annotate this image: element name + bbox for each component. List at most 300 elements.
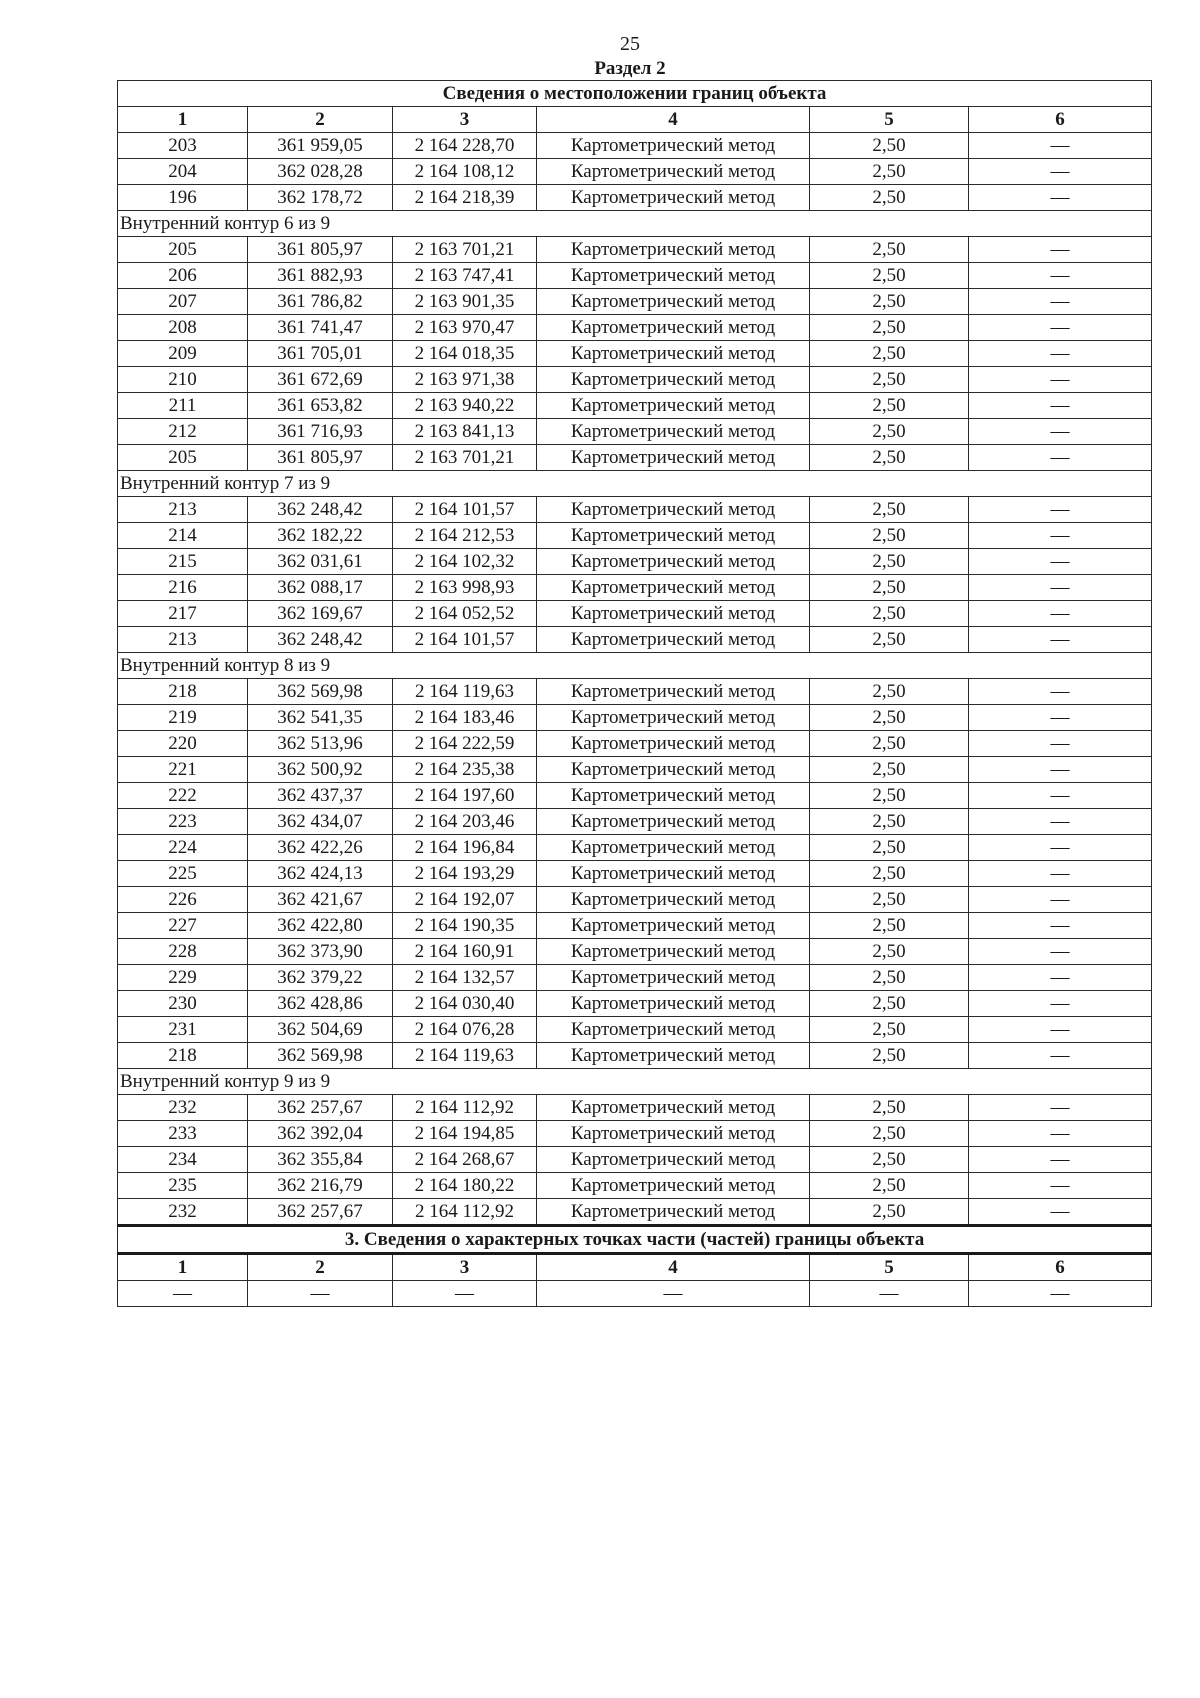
point-number-cell: 213 xyxy=(118,497,248,523)
accuracy-cell: 2,50 xyxy=(810,861,969,887)
description-cell: — xyxy=(969,835,1152,861)
x-coordinate-cell: 361 653,82 xyxy=(248,393,393,419)
accuracy-cell: 2,50 xyxy=(810,133,969,159)
y-coordinate-cell: 2 164 102,32 xyxy=(393,549,537,575)
method-cell: Картометрический метод xyxy=(537,1147,810,1173)
column-number: 1 xyxy=(118,1254,248,1281)
description-cell: — xyxy=(969,809,1152,835)
point-number-cell: 206 xyxy=(118,263,248,289)
x-coordinate-cell: 362 422,80 xyxy=(248,913,393,939)
description-cell: — xyxy=(969,315,1152,341)
section3-title: 3. Сведения о характерных точках части (частей) границы объекта xyxy=(118,1226,1152,1254)
x-coordinate-cell: 362 257,67 xyxy=(248,1095,393,1121)
y-coordinate-cell: 2 164 160,91 xyxy=(393,939,537,965)
y-coordinate-cell: 2 164 180,22 xyxy=(393,1173,537,1199)
boundary-table xyxy=(117,80,1152,1307)
accuracy-cell: 2,50 xyxy=(810,757,969,783)
description-cell: — xyxy=(969,1199,1152,1226)
accuracy-cell: 2,50 xyxy=(810,783,969,809)
y-coordinate-cell: 2 164 030,40 xyxy=(393,991,537,1017)
page-number: 25 xyxy=(620,33,640,55)
accuracy-cell: 2,50 xyxy=(810,965,969,991)
method-cell: Картометрический метод xyxy=(537,575,810,601)
y-coordinate-cell: 2 164 108,12 xyxy=(393,159,537,185)
point-number-cell: 204 xyxy=(118,159,248,185)
contour-row xyxy=(118,211,1152,237)
column-number: 2 xyxy=(248,107,393,133)
point-number-cell: 207 xyxy=(118,289,248,315)
x-coordinate-cell: 361 672,69 xyxy=(248,367,393,393)
description-cell: — xyxy=(969,679,1152,705)
accuracy-cell: 2,50 xyxy=(810,523,969,549)
method-cell: Картометрический метод xyxy=(537,679,810,705)
point-number-cell: 232 xyxy=(118,1199,248,1226)
point-number-cell: 223 xyxy=(118,809,248,835)
description-cell: — xyxy=(969,1043,1152,1069)
table-row xyxy=(118,887,1152,913)
description-cell: — xyxy=(969,705,1152,731)
column-number: 6 xyxy=(969,107,1152,133)
accuracy-cell: 2,50 xyxy=(810,913,969,939)
y-coordinate-cell: 2 163 701,21 xyxy=(393,237,537,263)
y-coordinate-cell: 2 163 841,13 xyxy=(393,419,537,445)
point-number-cell: 218 xyxy=(118,1043,248,1069)
y-coordinate-cell: 2 164 268,67 xyxy=(393,1147,537,1173)
x-coordinate-cell: 361 805,97 xyxy=(248,445,393,471)
y-coordinate-cell: 2 164 194,85 xyxy=(393,1121,537,1147)
table-row xyxy=(118,1095,1152,1121)
accuracy-cell: 2,50 xyxy=(810,575,969,601)
y-coordinate-cell: 2 164 101,57 xyxy=(393,497,537,523)
section3-title-row xyxy=(118,1226,1152,1254)
x-coordinate-cell: 362 569,98 xyxy=(248,679,393,705)
table-row xyxy=(118,237,1152,263)
x-coordinate-cell: 361 959,05 xyxy=(248,133,393,159)
x-coordinate-cell: 362 541,35 xyxy=(248,705,393,731)
accuracy-cell: 2,50 xyxy=(810,263,969,289)
point-number-cell: 222 xyxy=(118,783,248,809)
y-coordinate-cell: 2 164 112,92 xyxy=(393,1095,537,1121)
description-cell: — xyxy=(969,367,1152,393)
table-title: Сведения о местоположении границ объекта xyxy=(118,81,1152,107)
y-coordinate-cell: 2 163 940,22 xyxy=(393,393,537,419)
x-coordinate-cell: 362 355,84 xyxy=(248,1147,393,1173)
description-cell: — xyxy=(969,965,1152,991)
method-cell: Картометрический метод xyxy=(537,861,810,887)
point-number-cell: 205 xyxy=(118,237,248,263)
method-cell: Картометрический метод xyxy=(537,705,810,731)
accuracy-cell: 2,50 xyxy=(810,1173,969,1199)
description-cell: — xyxy=(969,1173,1152,1199)
description-cell: — xyxy=(969,393,1152,419)
point-number-cell: 232 xyxy=(118,1095,248,1121)
point-number-cell: 229 xyxy=(118,965,248,991)
point-number-cell: 216 xyxy=(118,575,248,601)
table-row xyxy=(118,627,1152,653)
point-number-cell: 226 xyxy=(118,887,248,913)
x-coordinate-cell: 362 182,22 xyxy=(248,523,393,549)
accuracy-cell: 2,50 xyxy=(810,367,969,393)
method-cell: Картометрический метод xyxy=(537,1043,810,1069)
y-coordinate-cell: 2 164 193,29 xyxy=(393,861,537,887)
x-coordinate-cell: 362 500,92 xyxy=(248,757,393,783)
empty-dash-cell: — xyxy=(118,1281,248,1307)
table-row xyxy=(118,497,1152,523)
description-cell: — xyxy=(969,1095,1152,1121)
y-coordinate-cell: 2 164 196,84 xyxy=(393,835,537,861)
y-coordinate-cell: 2 163 970,47 xyxy=(393,315,537,341)
y-coordinate-cell: 2 164 076,28 xyxy=(393,1017,537,1043)
method-cell: Картометрический метод xyxy=(537,549,810,575)
table-row xyxy=(118,1199,1152,1226)
y-coordinate-cell: 2 163 747,41 xyxy=(393,263,537,289)
section-title: Раздел 2 xyxy=(594,58,666,79)
y-coordinate-cell: 2 164 235,38 xyxy=(393,757,537,783)
accuracy-cell: 2,50 xyxy=(810,601,969,627)
table-row xyxy=(118,601,1152,627)
point-number-cell: 212 xyxy=(118,419,248,445)
column-number: 3 xyxy=(393,107,537,133)
accuracy-cell: 2,50 xyxy=(810,679,969,705)
table-row xyxy=(118,913,1152,939)
point-number-cell: 219 xyxy=(118,705,248,731)
description-cell: — xyxy=(969,185,1152,211)
contour-label: Внутренний контур 6 из 9 xyxy=(118,211,1152,237)
x-coordinate-cell: 361 741,47 xyxy=(248,315,393,341)
table-row xyxy=(118,809,1152,835)
y-coordinate-cell: 2 164 222,59 xyxy=(393,731,537,757)
table-row xyxy=(118,1147,1152,1173)
x-coordinate-cell: 362 421,67 xyxy=(248,887,393,913)
table-row xyxy=(118,315,1152,341)
y-coordinate-cell: 2 164 197,60 xyxy=(393,783,537,809)
section3-column-number-row xyxy=(118,1254,1152,1281)
column-number: 3 xyxy=(393,1254,537,1281)
description-cell: — xyxy=(969,757,1152,783)
contour-label: Внутренний контур 7 из 9 xyxy=(118,471,1152,497)
description-cell: — xyxy=(969,575,1152,601)
description-cell: — xyxy=(969,939,1152,965)
y-coordinate-cell: 2 164 119,63 xyxy=(393,1043,537,1069)
x-coordinate-cell: 361 882,93 xyxy=(248,263,393,289)
description-cell: — xyxy=(969,263,1152,289)
x-coordinate-cell: 362 088,17 xyxy=(248,575,393,601)
point-number-cell: 218 xyxy=(118,679,248,705)
description-cell: — xyxy=(969,133,1152,159)
point-number-cell: 203 xyxy=(118,133,248,159)
method-cell: Картометрический метод xyxy=(537,991,810,1017)
table-row xyxy=(118,575,1152,601)
accuracy-cell: 2,50 xyxy=(810,809,969,835)
method-cell: Картометрический метод xyxy=(537,289,810,315)
method-cell: Картометрический метод xyxy=(537,965,810,991)
y-coordinate-cell: 2 164 190,35 xyxy=(393,913,537,939)
contour-row xyxy=(118,653,1152,679)
y-coordinate-cell: 2 163 901,35 xyxy=(393,289,537,315)
empty-dash-cell: — xyxy=(969,1281,1152,1307)
table-body xyxy=(118,81,1152,1307)
point-number-cell: 210 xyxy=(118,367,248,393)
point-number-cell: 196 xyxy=(118,185,248,211)
point-number-cell: 213 xyxy=(118,627,248,653)
method-cell: Картометрический метод xyxy=(537,497,810,523)
description-cell: — xyxy=(969,991,1152,1017)
contour-row xyxy=(118,1069,1152,1095)
empty-dash-cell: — xyxy=(248,1281,393,1307)
accuracy-cell: 2,50 xyxy=(810,393,969,419)
column-number: 2 xyxy=(248,1254,393,1281)
method-cell: Картометрический метод xyxy=(537,523,810,549)
accuracy-cell: 2,50 xyxy=(810,1121,969,1147)
point-number-cell: 211 xyxy=(118,393,248,419)
description-cell: — xyxy=(969,731,1152,757)
table-row xyxy=(118,861,1152,887)
method-cell: Картометрический метод xyxy=(537,419,810,445)
x-coordinate-cell: 362 504,69 xyxy=(248,1017,393,1043)
y-coordinate-cell: 2 164 228,70 xyxy=(393,133,537,159)
method-cell: Картометрический метод xyxy=(537,393,810,419)
y-coordinate-cell: 2 164 183,46 xyxy=(393,705,537,731)
y-coordinate-cell: 2 164 101,57 xyxy=(393,627,537,653)
description-cell: — xyxy=(969,159,1152,185)
method-cell: Картометрический метод xyxy=(537,1095,810,1121)
method-cell: Картометрический метод xyxy=(537,237,810,263)
description-cell: — xyxy=(969,861,1152,887)
column-number: 4 xyxy=(537,107,810,133)
accuracy-cell: 2,50 xyxy=(810,445,969,471)
table-row xyxy=(118,445,1152,471)
y-coordinate-cell: 2 164 218,39 xyxy=(393,185,537,211)
table-row xyxy=(118,783,1152,809)
accuracy-cell: 2,50 xyxy=(810,731,969,757)
accuracy-cell: 2,50 xyxy=(810,1017,969,1043)
column-number: 5 xyxy=(810,107,969,133)
x-coordinate-cell: 361 705,01 xyxy=(248,341,393,367)
table-row xyxy=(118,419,1152,445)
table-row xyxy=(118,1173,1152,1199)
x-coordinate-cell: 362 257,67 xyxy=(248,1199,393,1226)
method-cell: Картометрический метод xyxy=(537,367,810,393)
y-coordinate-cell: 2 163 998,93 xyxy=(393,575,537,601)
method-cell: Картометрический метод xyxy=(537,809,810,835)
description-cell: — xyxy=(969,627,1152,653)
y-coordinate-cell: 2 164 192,07 xyxy=(393,887,537,913)
column-number: 1 xyxy=(118,107,248,133)
y-coordinate-cell: 2 164 112,92 xyxy=(393,1199,537,1226)
description-cell: — xyxy=(969,497,1152,523)
point-number-cell: 215 xyxy=(118,549,248,575)
description-cell: — xyxy=(969,1017,1152,1043)
accuracy-cell: 2,50 xyxy=(810,835,969,861)
empty-dash-cell: — xyxy=(810,1281,969,1307)
x-coordinate-cell: 362 248,42 xyxy=(248,627,393,653)
point-number-cell: 227 xyxy=(118,913,248,939)
contour-label: Внутренний контур 8 из 9 xyxy=(118,653,1152,679)
point-number-cell: 214 xyxy=(118,523,248,549)
table-row xyxy=(118,1017,1152,1043)
table-row xyxy=(118,731,1152,757)
point-number-cell: 235 xyxy=(118,1173,248,1199)
table-row xyxy=(118,757,1152,783)
table-row xyxy=(118,341,1152,367)
point-number-cell: 234 xyxy=(118,1147,248,1173)
x-coordinate-cell: 362 248,42 xyxy=(248,497,393,523)
table-row xyxy=(118,289,1152,315)
y-coordinate-cell: 2 163 701,21 xyxy=(393,445,537,471)
description-cell: — xyxy=(969,887,1152,913)
accuracy-cell: 2,50 xyxy=(810,315,969,341)
point-number-cell: 233 xyxy=(118,1121,248,1147)
table-row xyxy=(118,991,1152,1017)
y-coordinate-cell: 2 164 052,52 xyxy=(393,601,537,627)
x-coordinate-cell: 362 513,96 xyxy=(248,731,393,757)
section3-row xyxy=(118,1281,1152,1307)
description-cell: — xyxy=(969,419,1152,445)
description-cell: — xyxy=(969,601,1152,627)
description-cell: — xyxy=(969,1121,1152,1147)
method-cell: Картометрический метод xyxy=(537,1121,810,1147)
x-coordinate-cell: 362 169,67 xyxy=(248,601,393,627)
point-number-cell: 221 xyxy=(118,757,248,783)
accuracy-cell: 2,50 xyxy=(810,1199,969,1226)
method-cell: Картометрический метод xyxy=(537,341,810,367)
accuracy-cell: 2,50 xyxy=(810,419,969,445)
x-coordinate-cell: 362 392,04 xyxy=(248,1121,393,1147)
accuracy-cell: 2,50 xyxy=(810,159,969,185)
method-cell: Картометрический метод xyxy=(537,757,810,783)
description-cell: — xyxy=(969,341,1152,367)
accuracy-cell: 2,50 xyxy=(810,1147,969,1173)
method-cell: Картометрический метод xyxy=(537,133,810,159)
method-cell: Картометрический метод xyxy=(537,627,810,653)
point-number-cell: 224 xyxy=(118,835,248,861)
method-cell: Картометрический метод xyxy=(537,185,810,211)
table-row xyxy=(118,965,1152,991)
accuracy-cell: 2,50 xyxy=(810,497,969,523)
point-number-cell: 231 xyxy=(118,1017,248,1043)
accuracy-cell: 2,50 xyxy=(810,185,969,211)
method-cell: Картометрический метод xyxy=(537,1173,810,1199)
point-number-cell: 230 xyxy=(118,991,248,1017)
description-cell: — xyxy=(969,289,1152,315)
description-cell: — xyxy=(969,783,1152,809)
y-coordinate-cell: 2 164 132,57 xyxy=(393,965,537,991)
accuracy-cell: 2,50 xyxy=(810,237,969,263)
y-coordinate-cell: 2 163 971,38 xyxy=(393,367,537,393)
accuracy-cell: 2,50 xyxy=(810,939,969,965)
x-coordinate-cell: 362 428,86 xyxy=(248,991,393,1017)
accuracy-cell: 2,50 xyxy=(810,1095,969,1121)
method-cell: Картометрический метод xyxy=(537,445,810,471)
method-cell: Картометрический метод xyxy=(537,887,810,913)
table-row xyxy=(118,263,1152,289)
x-coordinate-cell: 362 569,98 xyxy=(248,1043,393,1069)
x-coordinate-cell: 362 434,07 xyxy=(248,809,393,835)
accuracy-cell: 2,50 xyxy=(810,341,969,367)
x-coordinate-cell: 362 216,79 xyxy=(248,1173,393,1199)
description-cell: — xyxy=(969,237,1152,263)
empty-dash-cell: — xyxy=(537,1281,810,1307)
method-cell: Картометрический метод xyxy=(537,939,810,965)
accuracy-cell: 2,50 xyxy=(810,1043,969,1069)
description-cell: — xyxy=(969,1147,1152,1173)
table-title-row xyxy=(118,81,1152,107)
table-row xyxy=(118,679,1152,705)
column-number-row xyxy=(118,107,1152,133)
y-coordinate-cell: 2 164 119,63 xyxy=(393,679,537,705)
x-coordinate-cell: 362 028,28 xyxy=(248,159,393,185)
table-row xyxy=(118,523,1152,549)
method-cell: Картометрический метод xyxy=(537,1017,810,1043)
method-cell: Картометрический метод xyxy=(537,159,810,185)
point-number-cell: 209 xyxy=(118,341,248,367)
x-coordinate-cell: 361 786,82 xyxy=(248,289,393,315)
table-row xyxy=(118,133,1152,159)
description-cell: — xyxy=(969,523,1152,549)
accuracy-cell: 2,50 xyxy=(810,991,969,1017)
column-number: 4 xyxy=(537,1254,810,1281)
table-row xyxy=(118,939,1152,965)
table-row xyxy=(118,393,1152,419)
accuracy-cell: 2,50 xyxy=(810,549,969,575)
y-coordinate-cell: 2 164 018,35 xyxy=(393,341,537,367)
point-number-cell: 217 xyxy=(118,601,248,627)
contour-row xyxy=(118,471,1152,497)
x-coordinate-cell: 362 031,61 xyxy=(248,549,393,575)
x-coordinate-cell: 362 424,13 xyxy=(248,861,393,887)
description-cell: — xyxy=(969,445,1152,471)
point-number-cell: 208 xyxy=(118,315,248,341)
accuracy-cell: 2,50 xyxy=(810,289,969,315)
accuracy-cell: 2,50 xyxy=(810,887,969,913)
point-number-cell: 225 xyxy=(118,861,248,887)
column-number: 5 xyxy=(810,1254,969,1281)
method-cell: Картометрический метод xyxy=(537,731,810,757)
empty-dash-cell: — xyxy=(393,1281,537,1307)
contour-label: Внутренний контур 9 из 9 xyxy=(118,1069,1152,1095)
accuracy-cell: 2,50 xyxy=(810,705,969,731)
method-cell: Картометрический метод xyxy=(537,913,810,939)
description-cell: — xyxy=(969,913,1152,939)
column-number: 6 xyxy=(969,1254,1152,1281)
x-coordinate-cell: 362 178,72 xyxy=(248,185,393,211)
table-row xyxy=(118,1043,1152,1069)
table-row xyxy=(118,367,1152,393)
point-number-cell: 205 xyxy=(118,445,248,471)
table-row xyxy=(118,705,1152,731)
x-coordinate-cell: 362 379,22 xyxy=(248,965,393,991)
method-cell: Картометрический метод xyxy=(537,783,810,809)
method-cell: Картометрический метод xyxy=(537,315,810,341)
x-coordinate-cell: 361 716,93 xyxy=(248,419,393,445)
x-coordinate-cell: 362 373,90 xyxy=(248,939,393,965)
method-cell: Картометрический метод xyxy=(537,601,810,627)
table-row xyxy=(118,835,1152,861)
x-coordinate-cell: 362 422,26 xyxy=(248,835,393,861)
description-cell: — xyxy=(969,549,1152,575)
x-coordinate-cell: 361 805,97 xyxy=(248,237,393,263)
table-row xyxy=(118,549,1152,575)
point-number-cell: 228 xyxy=(118,939,248,965)
table-row xyxy=(118,1121,1152,1147)
method-cell: Картометрический метод xyxy=(537,835,810,861)
method-cell: Картометрический метод xyxy=(537,1199,810,1226)
point-number-cell: 220 xyxy=(118,731,248,757)
method-cell: Картометрический метод xyxy=(537,263,810,289)
x-coordinate-cell: 362 437,37 xyxy=(248,783,393,809)
y-coordinate-cell: 2 164 212,53 xyxy=(393,523,537,549)
table-row xyxy=(118,159,1152,185)
